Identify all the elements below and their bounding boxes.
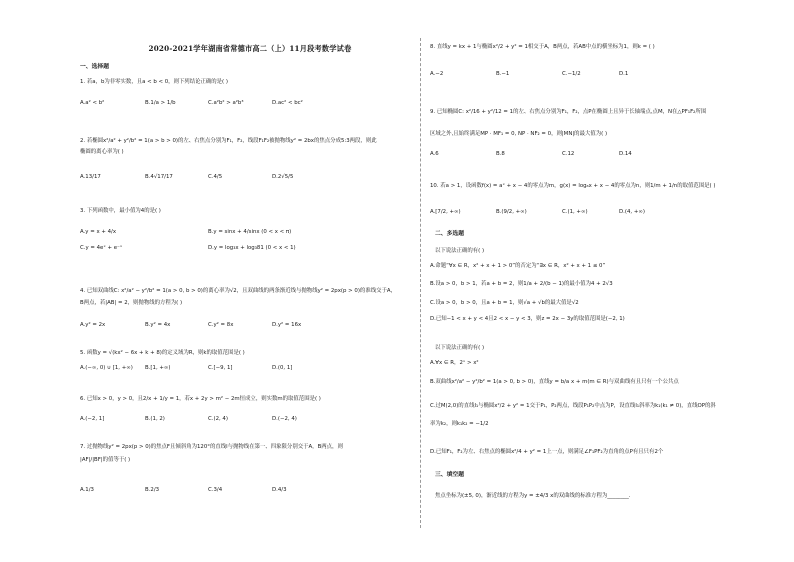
option-b[interactable]: B.4√17/17 bbox=[145, 174, 173, 180]
question-stem-cont: 区域之外,且始终满足MP · MF₁ = 0, NP · NF₂ = 0，则|MN|的最大值为( ) bbox=[430, 131, 608, 137]
option-a[interactable]: A.y² = 2x bbox=[80, 322, 106, 328]
option-b[interactable]: B.2/3 bbox=[145, 487, 160, 493]
question-stem: 5. 函数y = √(kx² − 6x + k + 8)的定义域为R，则k的取值范围是( ) bbox=[80, 350, 245, 356]
section-heading-fill: 三、填空题 bbox=[435, 472, 464, 478]
answer-blank[interactable]: ________. bbox=[607, 493, 631, 499]
option-c[interactable]: C.a²b² > a²b³ bbox=[208, 100, 244, 106]
option-d[interactable]: D.4/3 bbox=[272, 487, 287, 493]
section-heading-multi: 二、多选题 bbox=[435, 231, 464, 237]
question-stem: 以下说法正确的有( ) bbox=[435, 345, 485, 351]
question-stem: 4. 已知双曲线C: x²/a² − y²/b² = 1(a > 0, b > 0)的离心率为√2，且双曲线的两条渐近线与抛物线y² = 2px(p > 0)的准线交于A， bbox=[80, 288, 396, 294]
option-b[interactable]: B.(1, 2) bbox=[145, 416, 165, 422]
option-a[interactable]: A.[7/2, +∞) bbox=[430, 209, 461, 215]
option-a[interactable]: A.−2 bbox=[430, 71, 444, 77]
option-a[interactable]: A.(−∞, 0) ∪ [1, +∞) bbox=[80, 365, 133, 371]
question-stem: 7. 过抛物线y² = 2px(p > 0)的焦点F且倾斜角为120°的直线l与抛物线在第一、四象限分别交于A，B两点，则 bbox=[80, 444, 343, 450]
option-b[interactable]: B.设a > 0，b > 1，若a + b = 2，则1/a + 2/(b − 1)的最小值为4 + 2√3 bbox=[430, 281, 613, 287]
option-d[interactable]: D.(−2, 4) bbox=[272, 416, 297, 422]
fill-stem-text: 焦点坐标为(±5, 0)，渐近线的方程为y = ±4/3 x的双曲线的标准方程为 bbox=[435, 493, 608, 499]
question-stem: 以下说法正确的有( ) bbox=[435, 248, 485, 254]
option-d[interactable]: D.2√5/5 bbox=[272, 174, 294, 180]
option-b[interactable]: B.(9/2, +∞) bbox=[496, 209, 527, 215]
option-a[interactable]: A.1/3 bbox=[80, 487, 94, 493]
option-b[interactable]: B.[1, +∞) bbox=[145, 365, 171, 371]
question-stem-cont: B两点，若|AB| = 2，则抛物线的方程为( ) bbox=[80, 300, 183, 306]
option-d[interactable]: D.ac² < bc² bbox=[272, 100, 303, 106]
question-stem: 8. 直线y = kx + 1与椭圆x²/2 + y² = 1相交于A，B两点，若AB中点的横坐标为1，则k = ( ) bbox=[430, 44, 655, 50]
option-a[interactable]: A.13/17 bbox=[80, 174, 101, 180]
option-d[interactable]: D.(0, 1] bbox=[272, 365, 293, 371]
column-divider bbox=[420, 38, 421, 528]
question-stem: 3. 下列函数中，最小值为4的是( ) bbox=[80, 208, 161, 214]
option-c[interactable]: C.y² = 8x bbox=[208, 322, 234, 328]
option-c[interactable]: C.(2, 4) bbox=[208, 416, 228, 422]
option-d[interactable]: D.1 bbox=[619, 71, 629, 77]
option-c[interactable]: C.设a > 0，b > 0，且a + b = 1，则√a + √b的最大值是√2 bbox=[430, 300, 579, 306]
question-stem bbox=[435, 492, 631, 501]
option-d[interactable]: D.已知F₁，F₂为左、右焦点的椭圆x²/4 + y² = 1上一点，则满足∠F₁PF₂为直角的点P有且只有2个 bbox=[430, 449, 664, 455]
option-d[interactable]: D.y = log₃x + log₃81 (0 < x < 1) bbox=[208, 245, 296, 251]
option-d[interactable]: D.(4, +∞) bbox=[619, 209, 645, 215]
option-a[interactable]: A.∀x ∈ R，2ˣ > x² bbox=[430, 360, 479, 366]
question-stem-cont: 椭圆的离心率为( ) bbox=[80, 149, 124, 155]
option-a[interactable]: A.a² < b² bbox=[80, 100, 105, 106]
option-c[interactable]: C.(1, +∞) bbox=[562, 209, 588, 215]
option-d[interactable]: D.14 bbox=[619, 151, 632, 157]
question-stem: 1. 若a，b为非零实数，且a < b < 0，则下列结论正确的是( ) bbox=[80, 79, 228, 85]
option-a[interactable]: A.(−2, 1] bbox=[80, 416, 105, 422]
option-b[interactable]: B.y² = 4x bbox=[145, 322, 171, 328]
option-a[interactable]: A.6 bbox=[430, 151, 439, 157]
option-d[interactable]: D.y² = 16x bbox=[272, 322, 302, 328]
option-c[interactable]: C.y = 4eˣ + e⁻ˣ bbox=[80, 245, 123, 251]
section-heading-choice: 一、选择题 bbox=[80, 64, 109, 70]
page-title: 2020-2021学年湖南省常德市高二（上）11月段考数学试卷 bbox=[148, 44, 352, 53]
option-b[interactable]: B.1/a > 1/b bbox=[145, 100, 176, 106]
right-column bbox=[430, 0, 770, 562]
question-stem: 2. 若椭圆x²/a² + y²/b² = 1(a > b > 0)的左、右焦点分别为F₁，F₂，线段F₁F₂被抛物线y² = 2bx的焦点分成5:3两段，则此 bbox=[80, 138, 377, 144]
option-b[interactable]: B.−1 bbox=[496, 71, 510, 77]
left-column bbox=[80, 0, 415, 562]
option-c-cont: 率为k₂，则k₁k₂ = −1/2 bbox=[430, 421, 489, 427]
option-b[interactable]: B.y = sinx + 4/sinx (0 < x < π) bbox=[208, 229, 292, 235]
option-a[interactable]: A.命题“∀x ∈ R，x² + x + 1 > 0”的否定为“∃x ∈ R，x² + x + 1 ≤ 0” bbox=[430, 263, 606, 269]
question-stem: 6. 已知x > 0，y > 0，且2/x + 1/y = 1，若x + 2y > m² − 2m恒成立，则实数m的取值范围是( ) bbox=[80, 396, 321, 402]
option-c[interactable]: C.[−9, 1] bbox=[208, 365, 233, 371]
option-c[interactable]: C.−1/2 bbox=[562, 71, 581, 77]
option-b[interactable]: B.8 bbox=[496, 151, 505, 157]
option-d[interactable]: D.已知−1 < x + y < 4且2 < x − y < 3，则z = 2x − 3y的取值范围是(−2, 1) bbox=[430, 316, 625, 322]
option-c[interactable]: C.4/5 bbox=[208, 174, 223, 180]
option-c[interactable]: C.3/4 bbox=[208, 487, 223, 493]
option-c[interactable]: C.过M(2,0)的直线l₁与椭圆x²/2 + y² = 1交于P₁，P₂两点，线段P₁P₂中点为P，设直线l₁斜率为k₁(k₁ ≠ 0)，直线OP的斜 bbox=[430, 403, 716, 409]
question-stem-cont: |AF|/|BF|的值等于( ) bbox=[80, 457, 131, 463]
option-a[interactable]: A.y = x + 4/x bbox=[80, 229, 117, 235]
question-stem: 9. 已知椭圆C: x²/16 + y²/12 = 1的左、右焦点分别为F₁，F₂，点P在椭圆上且异于长轴端点,点M，N在△PF₁F₂所围 bbox=[430, 109, 707, 115]
option-b[interactable]: B.双曲线x²/a² − y²/b² = 1(a > 0, b > 0)，直线y = b/a x + m(m ∈ R)与双曲线有且只有一个公共点 bbox=[430, 379, 679, 385]
question-stem: 10. 若a > 1，设函数f(x) = aˣ + x − 4的零点为m，g(x) = logₐx + x − 4的零点为n，则1/m + 1/n的取值范围是( ) bbox=[430, 183, 716, 189]
option-c[interactable]: C.12 bbox=[562, 151, 575, 157]
